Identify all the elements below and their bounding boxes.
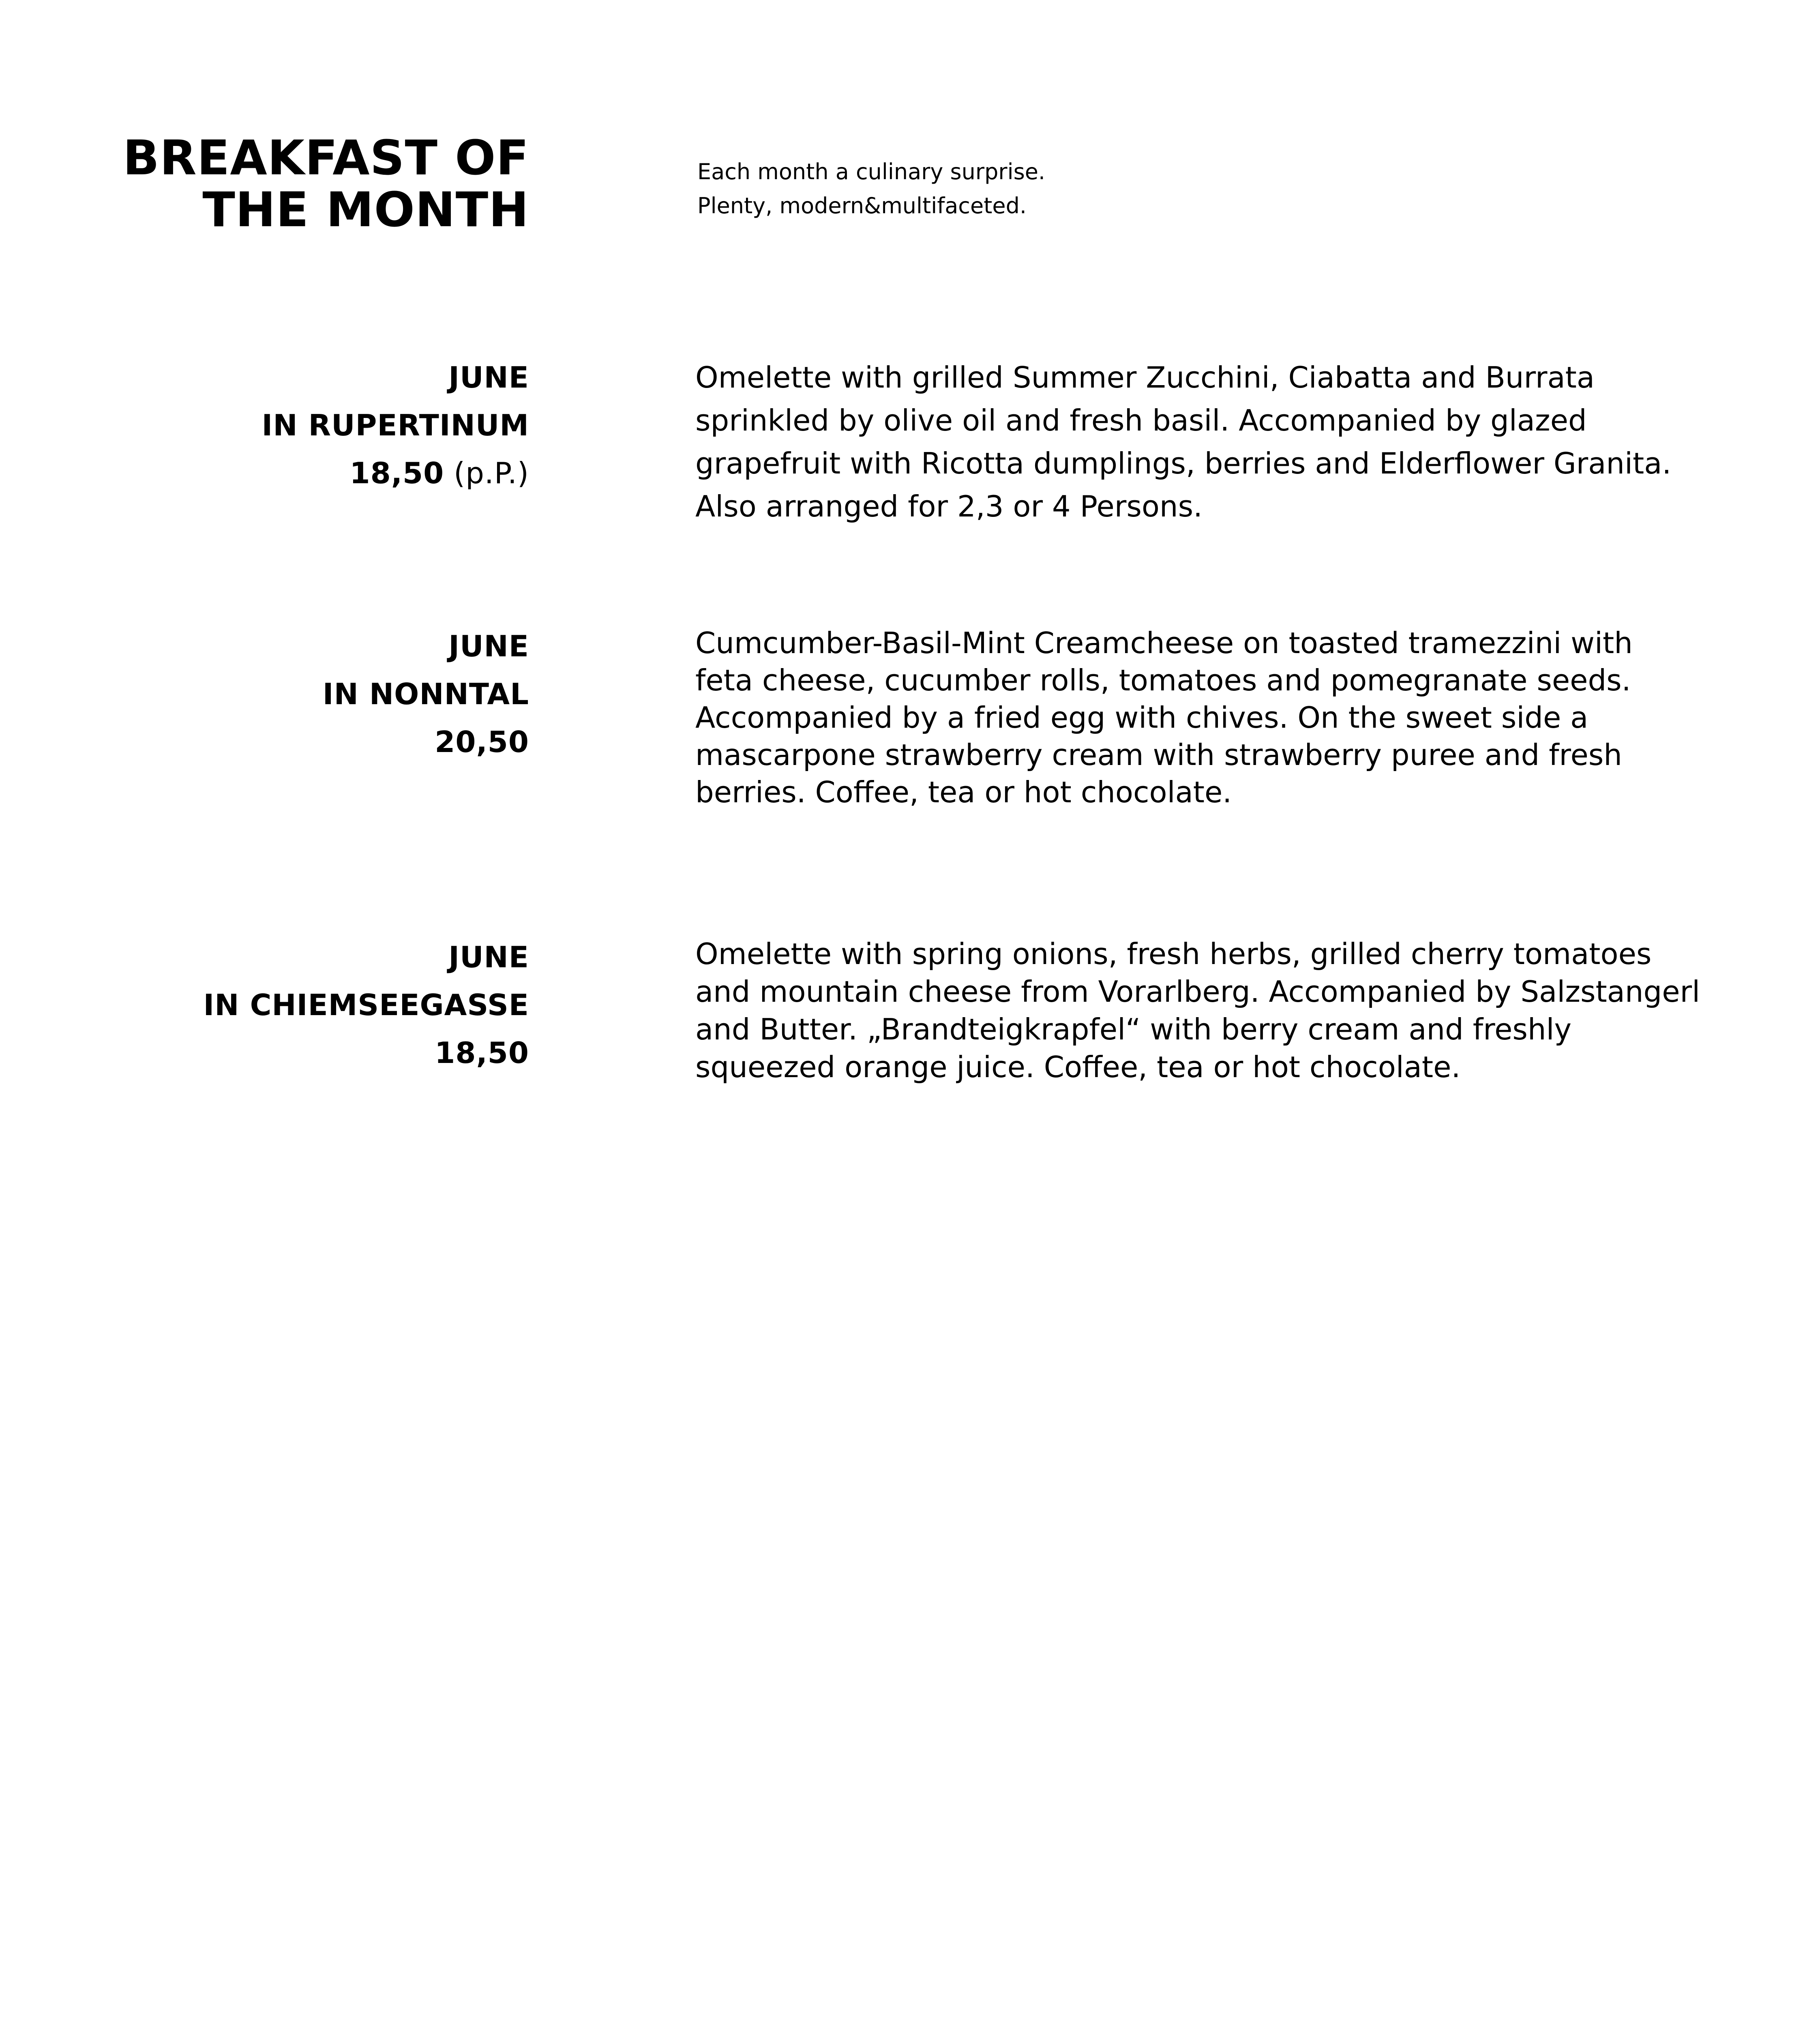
description-line: Omelette with grilled Summer Zucchini, Ciabatta and Burrata (695, 360, 1595, 394)
description-line: mascarpone strawberry cream with strawberry puree and fresh (695, 738, 1622, 772)
item-price-line (83, 449, 529, 497)
item-label (83, 622, 529, 766)
title-line-2: THE MONTH (202, 182, 529, 238)
description-line: Accompanied by a fried egg with chives. On the sweet side a (695, 701, 1588, 735)
item-location: IN CHIEMSEEGASSE (203, 988, 529, 1022)
item-location: IN NONNTAL (322, 677, 529, 711)
description-line: and mountain cheese from Vorarlberg. Accompanied by Salzstangerl (695, 975, 1700, 1009)
item-label (83, 354, 529, 497)
description-line: sprinkled by olive oil and fresh basil. Accompanied by glazed (695, 403, 1587, 437)
item-price: 20,50 (435, 725, 529, 759)
item-price-note: (p.P.) (444, 456, 529, 490)
description-line: and Butter. „Brandteigkrapfel“ with berry cream and freshly (695, 1012, 1572, 1046)
item-month: JUNE (448, 940, 529, 974)
description-line: feta cheese, cucumber rolls, tomatoes and pomegranate seeds. (695, 663, 1631, 697)
description-line: squeezed orange juice. Coffee, tea or hot chocolate. (695, 1050, 1461, 1084)
item-location: IN RUPERTINUM (262, 408, 529, 442)
item-month: JUNE (448, 629, 529, 663)
description-line: Cumcumber-Basil-Mint Creamcheese on toasted tramezzini with (695, 626, 1633, 660)
page-title (83, 132, 529, 236)
intro-line-1: Each month a culinary surprise. (697, 159, 1046, 184)
item-description (695, 935, 1700, 1086)
title-line-1: BREAKFAST OF (122, 130, 529, 186)
item-price: 18,50 (435, 1036, 529, 1070)
item-month: JUNE (448, 360, 529, 394)
description-line: grapefruit with Ricotta dumplings, berries and Elderflower Granita. (695, 446, 1672, 480)
intro-text (697, 155, 1184, 223)
intro-line-2: Plenty, modern&multifaceted. (697, 193, 1027, 219)
item-label (83, 933, 529, 1077)
item-price: 18,50 (349, 456, 444, 490)
description-line: berries. Coffee, tea or hot chocolate. (695, 775, 1232, 809)
description-line: Omelette with spring onions, fresh herbs, grilled cherry tomatoes (695, 937, 1652, 971)
item-description (695, 624, 1660, 811)
description-line: Also arranged for 2,3 or 4 Persons. (695, 489, 1203, 523)
item-description (695, 356, 1672, 528)
